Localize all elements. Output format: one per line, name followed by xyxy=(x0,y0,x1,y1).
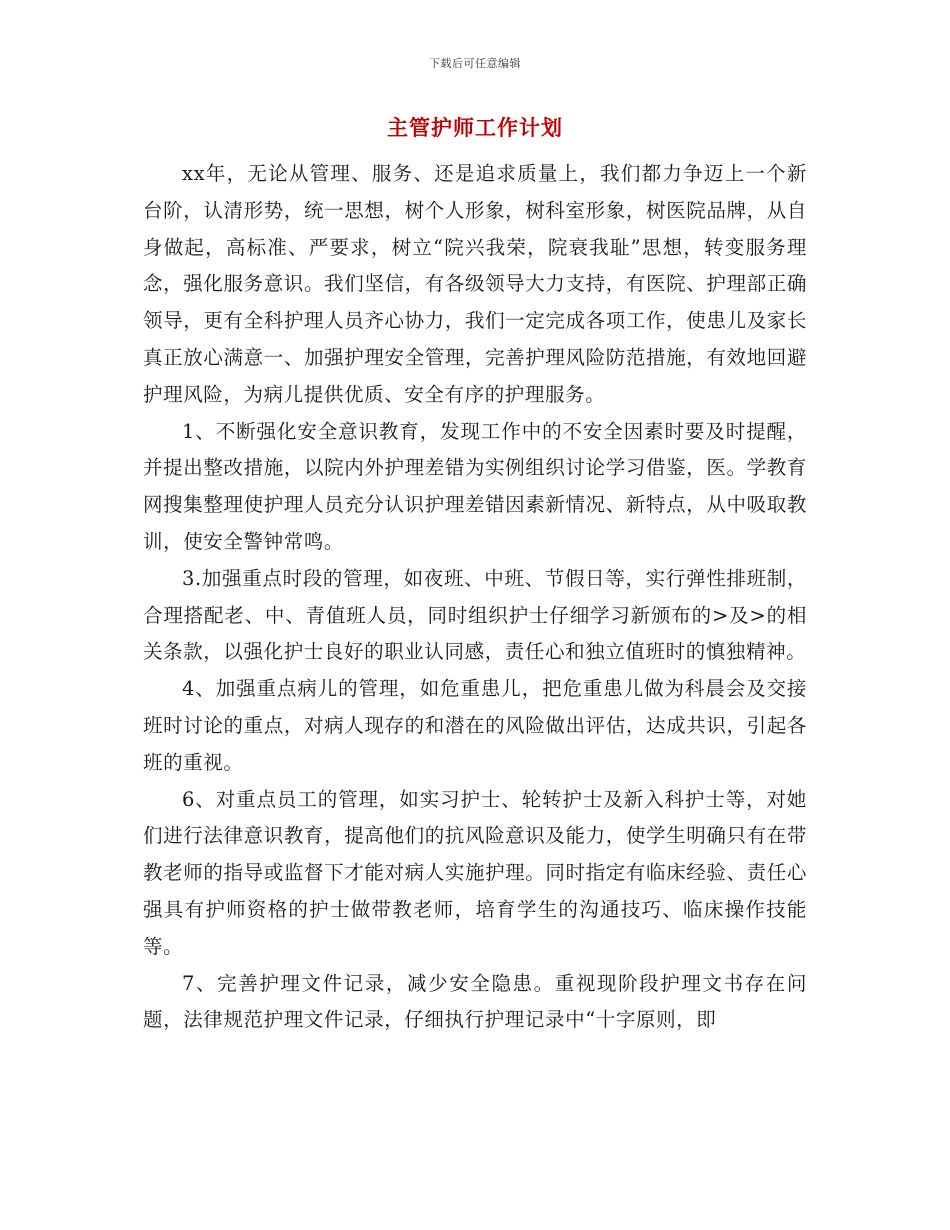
header-note: 下载后可任意编辑 xyxy=(429,57,521,70)
document-body xyxy=(143,156,807,1039)
paragraph-item-4: 4、加强重点病儿的管理，如危重患儿，把危重患儿做为科晨会及交接班时讨论的重点，对病人现存的和潜在的风险做出评估，达成共识，引起各班的重视。 xyxy=(143,677,807,774)
document-title: 主管护师工作计划 xyxy=(387,115,563,140)
paragraph-item-3: 3.加强重点时段的管理，如夜班、中班、节假日等，实行弹性排班制，合理搭配老、中、青值班人员，同时组织护士仔细学习新颁布的>及>的相关条款，以强化护士良好的职业认同感，责任心和独立值班时的慎独精神。 xyxy=(143,566,807,664)
paragraph-item-1: 1、不断强化安全意识教育，发现工作中的不安全因素时要及时提醒，并提出整改措施，以院内外护理差错为实例组织讨论学习借鉴，医。学教育网搜集整理使护理人员充分认识护理差错因素新情况、新特点，从中吸取教训，使安全警钟常鸣。 xyxy=(143,419,807,553)
paragraph-intro: xx年，无论从管理、服务、还是追求质量上，我们都力争迈上一个新台阶，认清形势，统一思想，树个人形象，树科室形象，树医院品牌，从自身做起，高标准、严要求，树立“院兴我荣，院衰我耻”思想，转变服务理念，强化服务意识。我们坚信，有各级领导大力支持，有医院、护理部正确领导，更有全科护理人员齐心协力，我们一定完成各项工作，使患儿及家长真正放心满意一、加强护理安全管理，完善护理风险防范措施，有效地回避护理风险，为病儿提供优质、安全有序的护理服务。 xyxy=(143,162,807,406)
paragraph-item-7: 7、完善护理文件记录，减少安全隐患。重视现阶段护理文书存在问题，法律规范护理文件记录，仔细执行护理记录中“十字原则，即 xyxy=(143,971,807,1032)
paragraph-item-6: 6、对重点员工的管理，如实习护士、轮转护士及新入科护士等，对她们进行法律意识教育，提高他们的抗风险意识及能力，使学生明确只有在带教老师的指导或监督下才能对病人实施护理。同时指定有临床经验、责任心强具有护师资格的护士做带教老师，培育学生的沟通技巧、临床操作技能等。 xyxy=(143,787,807,958)
